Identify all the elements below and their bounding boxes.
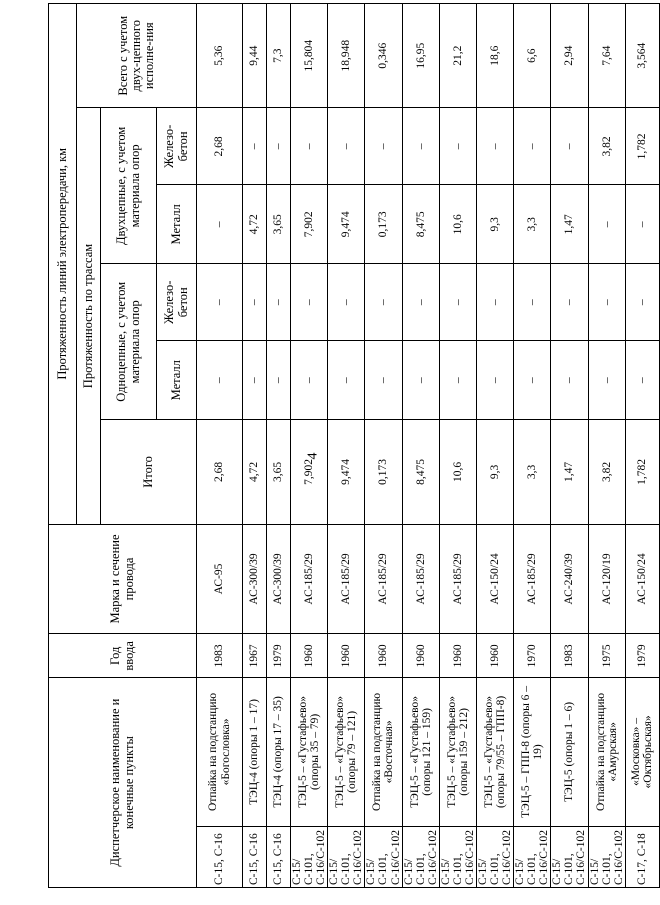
double-concrete-cell: –	[476, 108, 513, 185]
dispatch-cell: С-15/С-101, С-16/С-102	[551, 826, 588, 887]
dispatch-cell: С-15/С-101, С-16/С-102	[476, 826, 513, 887]
header-dispatch-name: Диспетчерское наименование и конечные пункты	[49, 678, 197, 888]
single-metal-cell: –	[625, 341, 659, 420]
single-concrete-cell: –	[588, 264, 625, 341]
total-cell: 1,782	[625, 420, 659, 524]
single-concrete-cell: –	[365, 264, 402, 341]
wire-cell: АС-185/29	[291, 524, 328, 634]
wire-cell: АС-240/39	[551, 524, 588, 634]
wire-cell: АС-150/24	[625, 524, 659, 634]
header-single-circuit: Одноцепные, с учетом материала опор	[101, 264, 157, 420]
year-cell: 1983	[197, 634, 243, 678]
header-double-concrete: Железо-бетон	[157, 108, 197, 185]
double-concrete-cell: –	[291, 108, 328, 185]
single-metal-cell: –	[197, 341, 243, 420]
double-metal-cell: 3,65	[267, 185, 291, 264]
total-cell: 4,72	[243, 420, 267, 524]
single-concrete-cell: –	[514, 264, 551, 341]
year-cell: 1960	[476, 634, 513, 678]
single-concrete-cell: –	[197, 264, 243, 341]
total-cell: 8,475	[402, 420, 439, 524]
dispatch-cell: С-15/С-101, С-16/С-102	[365, 826, 402, 887]
table-row	[328, 4, 365, 888]
year-cell: 1979	[267, 634, 291, 678]
double-concrete-cell: –	[328, 108, 365, 185]
line-name-cell: ТЭЦ-5 – «Густафьево» (опоры 79/55 – ГПП-8)	[476, 678, 513, 826]
table-row	[476, 4, 513, 888]
dispatch-cell: С-17, С-18	[625, 826, 659, 887]
wire-cell: АС-95	[197, 524, 243, 634]
double-metal-cell: 7,902	[291, 185, 328, 264]
wire-cell: АС-120/19	[588, 524, 625, 634]
table-row	[514, 4, 551, 888]
year-cell: 1983	[551, 634, 588, 678]
single-metal-cell: –	[551, 341, 588, 420]
total-cell: 3,65	[267, 420, 291, 524]
grand-total-cell: 3,564	[625, 4, 659, 108]
year-cell: 1960	[402, 634, 439, 678]
wire-cell: АС-185/29	[365, 524, 402, 634]
total-cell: 1,47	[551, 420, 588, 524]
line-name-cell: ТЭЦ-5 (опоры 1 – 6)	[551, 678, 588, 826]
header-single-concrete: Железо-бетон	[157, 264, 197, 341]
single-metal-cell: –	[476, 341, 513, 420]
line-name-cell: ТЭЦ-4 (опоры 1 – 17)	[243, 678, 267, 826]
grand-total-cell: 16,95	[402, 4, 439, 108]
dispatch-cell: С-15, С-16	[243, 826, 267, 887]
wire-cell: АС-185/29	[514, 524, 551, 634]
table-row	[402, 4, 439, 888]
double-metal-cell: 9,474	[328, 185, 365, 264]
double-metal-cell: 10,6	[439, 185, 476, 264]
grand-total-cell: 7,3	[267, 4, 291, 108]
single-concrete-cell: –	[625, 264, 659, 341]
grand-total-cell: 15,804	[291, 4, 328, 108]
wire-cell: АС-185/29	[328, 524, 365, 634]
header-year: Год ввода	[49, 634, 197, 678]
power-lines-table	[48, 3, 660, 888]
header-total: Итого	[101, 420, 197, 524]
dispatch-cell: С-15/С-101, С-16/С-102	[291, 826, 328, 887]
table-row	[291, 4, 328, 888]
single-concrete-cell: –	[267, 264, 291, 341]
year-cell: 1979	[625, 634, 659, 678]
grand-total-cell: 5,36	[197, 4, 243, 108]
wire-cell: АС-150/24	[476, 524, 513, 634]
year-cell: 1960	[328, 634, 365, 678]
double-metal-cell: –	[197, 185, 243, 264]
single-metal-cell: –	[328, 341, 365, 420]
line-name-cell: ТЭЦ-5 – «Густафьево» (опоры 121 – 159)	[402, 678, 439, 826]
grand-total-cell: 7,64	[588, 4, 625, 108]
year-cell: 1967	[243, 634, 267, 678]
double-concrete-cell: –	[514, 108, 551, 185]
double-metal-cell: 3,3	[514, 185, 551, 264]
line-name-cell: ТЭЦ-5 – «Густафьево» (опоры 35 – 79)	[291, 678, 328, 826]
line-name-cell: Отпайка на подстанцию «Богословка»	[197, 678, 243, 826]
line-name-cell: ТЭЦ-5 – «Густафьево» (опоры 79 – 121)	[328, 678, 365, 826]
single-metal-cell: –	[439, 341, 476, 420]
header-double-circuit: Двухцепные, с учетом материала опор	[101, 108, 157, 264]
double-concrete-cell: 2,68	[197, 108, 243, 185]
single-metal-cell: –	[243, 341, 267, 420]
grand-total-cell: 18,6	[476, 4, 513, 108]
single-concrete-cell: –	[551, 264, 588, 341]
double-metal-cell: 0,173	[365, 185, 402, 264]
single-metal-cell: –	[402, 341, 439, 420]
single-metal-cell: –	[291, 341, 328, 420]
header-route-length: Протяженность по трассам	[77, 108, 101, 524]
single-concrete-cell: –	[439, 264, 476, 341]
double-concrete-cell: 1,782	[625, 108, 659, 185]
year-cell: 1975	[588, 634, 625, 678]
single-metal-cell: –	[267, 341, 291, 420]
table-row	[197, 4, 243, 888]
double-concrete-cell: 3,82	[588, 108, 625, 185]
single-concrete-cell: –	[476, 264, 513, 341]
double-metal-cell: 8,475	[402, 185, 439, 264]
grand-total-cell: 6,6	[514, 4, 551, 108]
double-metal-cell: 9,3	[476, 185, 513, 264]
line-name-cell: Отпайка на подстанцию «Восточная»	[365, 678, 402, 826]
line-name-cell: ТЭЦ-5 – ГПП-8 (опоры 6 – 19)	[514, 678, 551, 826]
table-row	[267, 4, 291, 888]
line-name-cell: Отпайка на подстанцию «Амурская»	[588, 678, 625, 826]
table-row	[625, 4, 659, 888]
dispatch-cell: С-15/С-101, С-16/С-102	[328, 826, 365, 887]
double-concrete-cell: –	[402, 108, 439, 185]
grand-total-cell: 21,2	[439, 4, 476, 108]
dispatch-cell: С-15, С-16	[197, 826, 243, 887]
rotated-table-container	[48, 3, 655, 888]
total-cell: 9,474	[328, 420, 365, 524]
single-concrete-cell: –	[328, 264, 365, 341]
single-metal-cell: –	[365, 341, 402, 420]
double-concrete-cell: –	[439, 108, 476, 185]
grand-total-cell: 18,948	[328, 4, 365, 108]
wire-cell: АС-300/39	[243, 524, 267, 634]
table-row	[551, 4, 588, 888]
total-cell: 0,173	[365, 420, 402, 524]
total-cell: 2,68	[197, 420, 243, 524]
double-metal-cell: –	[588, 185, 625, 264]
total-cell: 3,3	[514, 420, 551, 524]
year-cell: 1960	[365, 634, 402, 678]
double-concrete-cell: –	[551, 108, 588, 185]
double-metal-cell: 1,47	[551, 185, 588, 264]
page-number: 4	[305, 452, 321, 460]
grand-total-cell: 0,346	[365, 4, 402, 108]
single-concrete-cell: –	[402, 264, 439, 341]
total-cell: 3,82	[588, 420, 625, 524]
table-row	[243, 4, 267, 888]
dispatch-cell: С-15/С-101, С-16/С-102	[588, 826, 625, 887]
total-cell: 7,902	[291, 420, 328, 524]
table-row	[365, 4, 402, 888]
double-concrete-cell: –	[267, 108, 291, 185]
double-metal-cell: –	[625, 185, 659, 264]
line-name-cell: ТЭЦ-4 (опоры 17 – 35)	[267, 678, 291, 826]
single-metal-cell: –	[514, 341, 551, 420]
total-cell: 10,6	[439, 420, 476, 524]
line-name-cell: ТЭЦ-5 – «Густафьево» (опоры 159 – 212)	[439, 678, 476, 826]
grand-total-cell: 2,94	[551, 4, 588, 108]
header-wire: Марка и сечение провода	[49, 524, 197, 634]
single-concrete-cell: –	[243, 264, 267, 341]
single-metal-cell: –	[588, 341, 625, 420]
total-cell: 9,3	[476, 420, 513, 524]
header-double-metal: Металл	[157, 185, 197, 264]
double-metal-cell: 4,72	[243, 185, 267, 264]
double-concrete-cell: –	[243, 108, 267, 185]
double-concrete-cell: –	[365, 108, 402, 185]
dispatch-cell: С-15/С-101, С-16/С-102	[402, 826, 439, 887]
wire-cell: АС-185/29	[439, 524, 476, 634]
wire-cell: АС-185/29	[402, 524, 439, 634]
header-grand-total: Всего с учетом двух-цепного исполне-ния	[77, 4, 197, 108]
grand-total-cell: 9,44	[243, 4, 267, 108]
single-concrete-cell: –	[291, 264, 328, 341]
dispatch-cell: С-15/С-101, С-16/С-102	[514, 826, 551, 887]
year-cell: 1960	[439, 634, 476, 678]
year-cell: 1970	[514, 634, 551, 678]
year-cell: 1960	[291, 634, 328, 678]
header-single-metal: Металл	[157, 341, 197, 420]
header-length-group: Протяженность линий электропередачи, км	[49, 4, 77, 525]
wire-cell: АС-300/39	[267, 524, 291, 634]
table-row	[439, 4, 476, 888]
dispatch-cell: С-15/С-101, С-16/С-102	[439, 826, 476, 887]
dispatch-cell: С-15, С-16	[267, 826, 291, 887]
line-name-cell: «Московка» – «Октябрьская»	[625, 678, 659, 826]
table-row	[588, 4, 625, 888]
